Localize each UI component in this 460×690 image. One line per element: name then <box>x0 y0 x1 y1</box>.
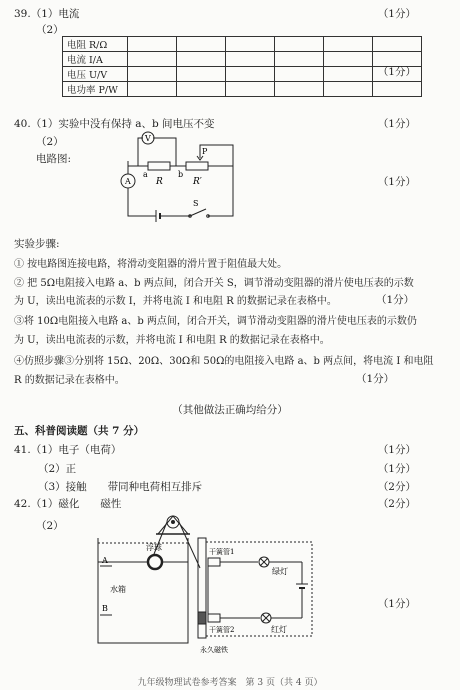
q41-item: 41.（1）电子（电荷） <box>14 444 122 456</box>
water-label: 水箱 <box>110 585 126 594</box>
red-lamp-label: 红灯 <box>271 625 287 634</box>
mark-b: B <box>102 604 108 613</box>
reed2-label: 干簧管2 <box>209 626 235 634</box>
q42-part1: 42.（1）磁化 磁性 <box>14 498 122 510</box>
step2-score: （1分） <box>376 294 415 306</box>
q40-part2: （2） <box>36 136 64 148</box>
grading-note: （其他做法正确均给分） <box>172 404 288 416</box>
q39-table-score: （1分） <box>377 66 416 78</box>
q39-part1-score: （1分） <box>377 8 416 20</box>
q42-part2: （2） <box>36 520 64 532</box>
ammeter-symbol: A <box>125 177 131 186</box>
step-line: 为 U，读出电流表的示数，并将电流 I 和电阻 R 的数据记录在表格中。 <box>14 335 330 346</box>
step4-score: （1分） <box>356 373 395 385</box>
circuit-diagram <box>98 126 243 230</box>
q42-part1-score: （2分） <box>377 498 416 510</box>
float-label: 浮球 <box>146 543 162 552</box>
step-line: ① 按电路图连接电路，将滑动变阻器的滑片置于阻值最大处。 <box>14 259 288 270</box>
q41-item: （3）接触 带同种电荷相互排斥 <box>38 481 203 493</box>
figure-score: （1分） <box>377 598 416 610</box>
q40-part1: 40.（1）实验中没有保持 a、b 间电压不变 <box>14 118 215 130</box>
node-b: b <box>178 170 184 179</box>
q41-score: （2分） <box>377 481 416 493</box>
table-row <box>63 52 422 67</box>
page-footer: 九年级物理试卷参考答案 第 3 页（共 4 页） <box>137 678 323 688</box>
step-line: 为 U，读出电流表的示数 I，并将电流 I 和电阻 R 的数据记录在表格中。 <box>14 296 337 307</box>
steps-title: 实验步骤: <box>14 238 60 250</box>
magnet-label: 永久磁铁 <box>200 646 228 654</box>
data-table <box>62 36 422 97</box>
resistor-label: R <box>156 177 163 187</box>
table-header: 电流 I/A <box>63 52 128 67</box>
water-level-figure <box>88 508 318 658</box>
step-line: ④仿照步骤③分别将 15Ω、20Ω、30Ω和 50Ω的电阻接入电路 a、b 两点间，将电流 I 和电阻 <box>14 356 434 367</box>
mark-a: A <box>102 556 108 565</box>
section-title: 五、科普阅读题（共 7 分） <box>14 425 145 437</box>
table-row <box>63 82 422 97</box>
step-line: R 的数据记录在表格中。 <box>14 375 125 386</box>
table-row <box>63 37 422 52</box>
switch-label: S <box>193 199 199 208</box>
circuit-score: （1分） <box>377 176 416 188</box>
q41-item: （2）正 <box>38 463 77 475</box>
table-header: 电功率 P/W <box>63 82 128 97</box>
table-header: 电压 U/V <box>63 67 128 82</box>
voltmeter-symbol: V <box>145 134 151 143</box>
step-line: ② 把 5Ω电阻接入电路 a、b 两点间，闭合开关 S，调节滑动变阻器的滑片使电压表的示数 <box>14 278 414 289</box>
q41-score: （1分） <box>377 444 416 456</box>
circuit-label: 电路图: <box>36 153 72 165</box>
q40-part1-score: （1分） <box>377 118 416 130</box>
q41-score: （1分） <box>377 463 416 475</box>
reed1-label: 干簧管1 <box>209 548 235 556</box>
slider-label: P <box>202 147 208 156</box>
q39-part1: 39.（1）电流 <box>14 8 80 20</box>
table-row <box>63 67 422 82</box>
rheostat-label: R′ <box>193 177 202 187</box>
green-lamp-label: 绿灯 <box>272 567 288 576</box>
step-line: ③将 10Ω电阻接入电路 a、b 两点间，闭合开关，调节滑动变阻器的滑片使电压表的示数仍 <box>14 316 417 327</box>
q39-part2: （2） <box>36 24 64 36</box>
node-a: a <box>143 170 148 179</box>
table-header: 电阻 R/Ω <box>63 37 128 52</box>
